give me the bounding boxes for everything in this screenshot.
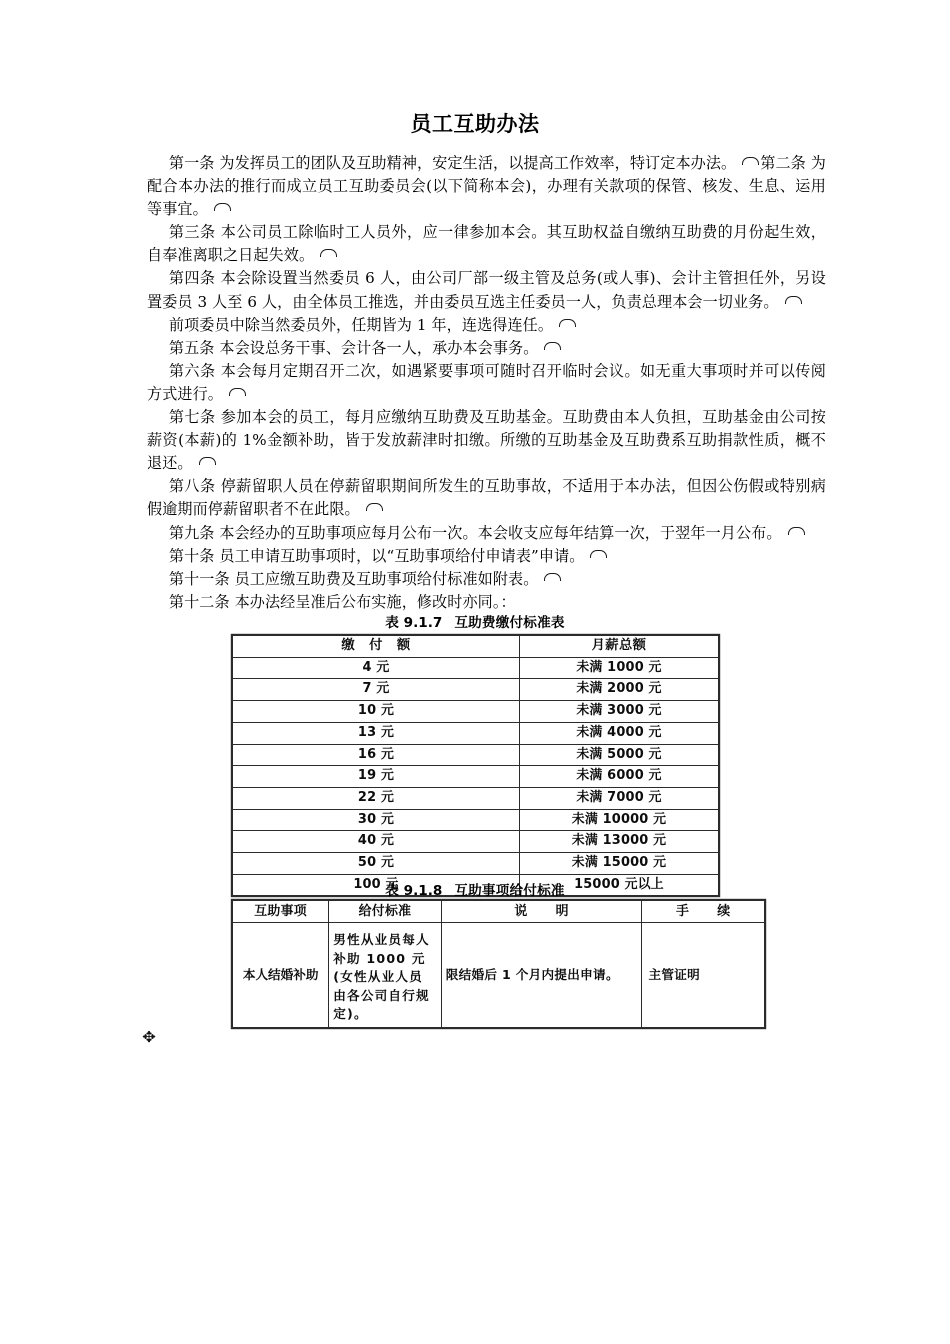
paragraph-arc-mark-icon: [366, 503, 383, 511]
paragraph-text: 第十条 员工申请互助事项时，以“互助事项给付申请表”申请。: [168, 546, 585, 565]
table-917-header-row: [233, 636, 719, 658]
paragraph-text: 第六条 本会每月定期召开二次，如遇紧要事项可随时召开临时会议。如无重大事项时并可以传阅方式进行。: [147, 361, 826, 403]
fee-amount-cell: 13 元: [233, 722, 520, 744]
paragraph-text: 第三条 本公司员工除临时工人员外，应一律参加本会。其互助权益自缴纳互助费的月份起生效，自奉准离职之日起失效。: [147, 223, 826, 265]
table-918-caption-number: 表 9.1.8: [385, 883, 443, 899]
paragraph-text: 第九条 本会经办的互助事项应每月公布一次。本会收支应每年结算一次，于翌年一月公布。: [168, 523, 782, 542]
table-917-caption: [0, 611, 950, 631]
benefit-procedure-cell: 主管证明: [642, 923, 765, 1028]
mutual-aid-benefit-standard-table: [232, 900, 765, 1028]
paragraph-text: 第二条 为配合本办法的推行而成立员工互助委员会(以下简称本会)，办理有关款项的保管、核发、生息、运用等事宜。: [147, 154, 826, 219]
salary-range-cell: 未满 2000 元: [519, 679, 718, 701]
header-char: 说: [514, 904, 528, 919]
paragraph-text: 第五条 本会设总务干事、会计各一人，承办本会事务。: [168, 338, 539, 357]
paragraph-article-11: [147, 568, 826, 591]
paragraph-text: 第一条 为发挥员工的团队及互助精神，安定生活，以提高工作效率，特订定本办法。: [168, 154, 737, 172]
fee-amount-cell: 40 元: [233, 831, 520, 853]
table-918-header-procedure: [642, 901, 765, 923]
table-row: [233, 766, 719, 788]
paragraph-article-4: [147, 267, 826, 313]
table-917-header-salary: 月薪总额: [519, 636, 718, 658]
paragraph-text: 第十二条 本办法经呈准后公布实施，修改时亦同。：: [168, 592, 516, 611]
table-row: [233, 787, 719, 809]
document-body: [147, 152, 826, 614]
header-char: 付: [369, 638, 383, 653]
fee-amount-cell: 100 元: [233, 874, 520, 896]
paragraph-arc-mark-icon: [788, 527, 805, 535]
paragraph-article-8: [147, 475, 826, 521]
table-917-caption-title: 互助费缴付标准表: [454, 615, 565, 631]
header-char: 缴: [341, 638, 356, 653]
header-char: 手: [676, 904, 690, 919]
paragraph-text: 第七条 参加本会的员工，每月应缴纳互助费及互助基金。互助费由本人负担，互助基金由公司按薪资(本薪)的 1%金额补助，皆于发放薪津时扣缴。所缴的互助基金及互助费系互助捐款性质，概不退还。: [147, 408, 826, 473]
table-917-header-amount: [233, 636, 520, 658]
paragraph-article-10: [147, 545, 826, 568]
mutual-aid-fee-standard-table: [232, 635, 719, 896]
table-917-caption-number: 表 9.1.7: [385, 615, 443, 631]
fee-amount-cell: 30 元: [233, 809, 520, 831]
paragraph-arc-mark-icon: [785, 296, 802, 304]
paragraph-article-4-sub: [147, 314, 826, 337]
fee-amount-cell: 50 元: [233, 853, 520, 875]
paragraph-arc-mark-icon: [199, 457, 216, 465]
salary-range-cell: 未满 4000 元: [519, 722, 718, 744]
table-918-header-note: [441, 901, 642, 923]
table-row: [233, 809, 719, 831]
salary-range-cell: 未满 5000 元: [519, 744, 718, 766]
salary-range-cell: 未满 1000 元: [519, 657, 718, 679]
paragraph-arc-mark-icon: [544, 573, 561, 581]
salary-range-cell: 未满 7000 元: [519, 787, 718, 809]
paragraph-arc-mark-icon: [559, 319, 576, 327]
paragraph-arc-mark-icon: [229, 388, 246, 396]
fee-amount-cell: 7 元: [233, 679, 520, 701]
salary-range-cell: 未满 6000 元: [519, 766, 718, 788]
paragraph-arc-mark-icon: [214, 203, 231, 211]
paragraph-text: 第十一条 员工应缴互助费及互助事项给付标准如附表。: [168, 569, 539, 588]
fee-amount-cell: 4 元: [233, 657, 520, 679]
table-918-caption: [0, 879, 950, 899]
scan-smudge-artifact-icon: ✥: [142, 1028, 156, 1046]
benefit-note-cell: 限结婚后 1 个月内提出申请。: [441, 923, 642, 1028]
paragraph-arc-mark-icon: [320, 249, 337, 257]
table-row: [233, 744, 719, 766]
paragraph-article-7: [147, 406, 826, 475]
table-918-header-row: [233, 901, 765, 923]
paragraph-arc-mark-icon: [590, 550, 607, 558]
table-row: [233, 657, 719, 679]
header-char: 明: [555, 904, 569, 919]
paragraph-article-1-2: [147, 152, 826, 221]
table-row: [233, 831, 719, 853]
paragraph-text: 前项委员中除当然委员外，任期皆为 1 年，连选得连任。: [168, 315, 554, 334]
paragraph-text: 第八条 停薪留职人员在停薪留职期间所发生的互助事故，不适用于本办法，但因公伤假或特别病假逾期而停薪留职者不在此限。: [147, 477, 826, 519]
page-title: 员工互助办法: [410, 112, 540, 136]
paragraph-article-6: [147, 360, 826, 406]
salary-range-cell: 未满 3000 元: [519, 701, 718, 723]
fee-amount-cell: 19 元: [233, 766, 520, 788]
fee-amount-cell: 16 元: [233, 744, 520, 766]
table-918-header-item: 互助事项: [233, 901, 329, 923]
header-char: 续: [717, 904, 731, 919]
table-row: [233, 923, 765, 1028]
table-row: [233, 701, 719, 723]
salary-range-cell: 未满 10000 元: [519, 809, 718, 831]
table-918-header-standard: 给付标准: [329, 901, 441, 923]
benefit-standard-cell: 男性从业员每人补助 1000 元(女性从业人员由各公司自行规定)。: [329, 923, 441, 1028]
paragraph-article-3: [147, 221, 826, 267]
salary-range-cell: 未满 15000 元: [519, 853, 718, 875]
header-char: 额: [396, 638, 411, 653]
paragraph-arc-mark-icon: [544, 342, 561, 350]
table-row: [233, 722, 719, 744]
fee-amount-cell: 22 元: [233, 787, 520, 809]
table-row: [233, 679, 719, 701]
fee-amount-cell: 10 元: [233, 701, 520, 723]
salary-range-cell: 15000 元以上: [519, 874, 718, 896]
paragraph-article-5: [147, 337, 826, 360]
paragraph-arc-mark-icon: [742, 157, 759, 165]
table-row: [233, 853, 719, 875]
salary-range-cell: 未满 13000 元: [519, 831, 718, 853]
paragraph-text: 第四条 本会除设置当然委员 6 人，由公司厂部一级主管及总务(或人事)、会计主管担任外，另设置委员 3 人至 6 人，由全体员工推选，并由委员互选主任委员一人，负责总理本会一切业务。: [147, 269, 826, 311]
paragraph-article-9: [147, 522, 826, 545]
table-918-caption-title: 互助事项给付标准: [454, 883, 565, 899]
benefit-item-cell: 本人结婚补助: [233, 923, 329, 1028]
